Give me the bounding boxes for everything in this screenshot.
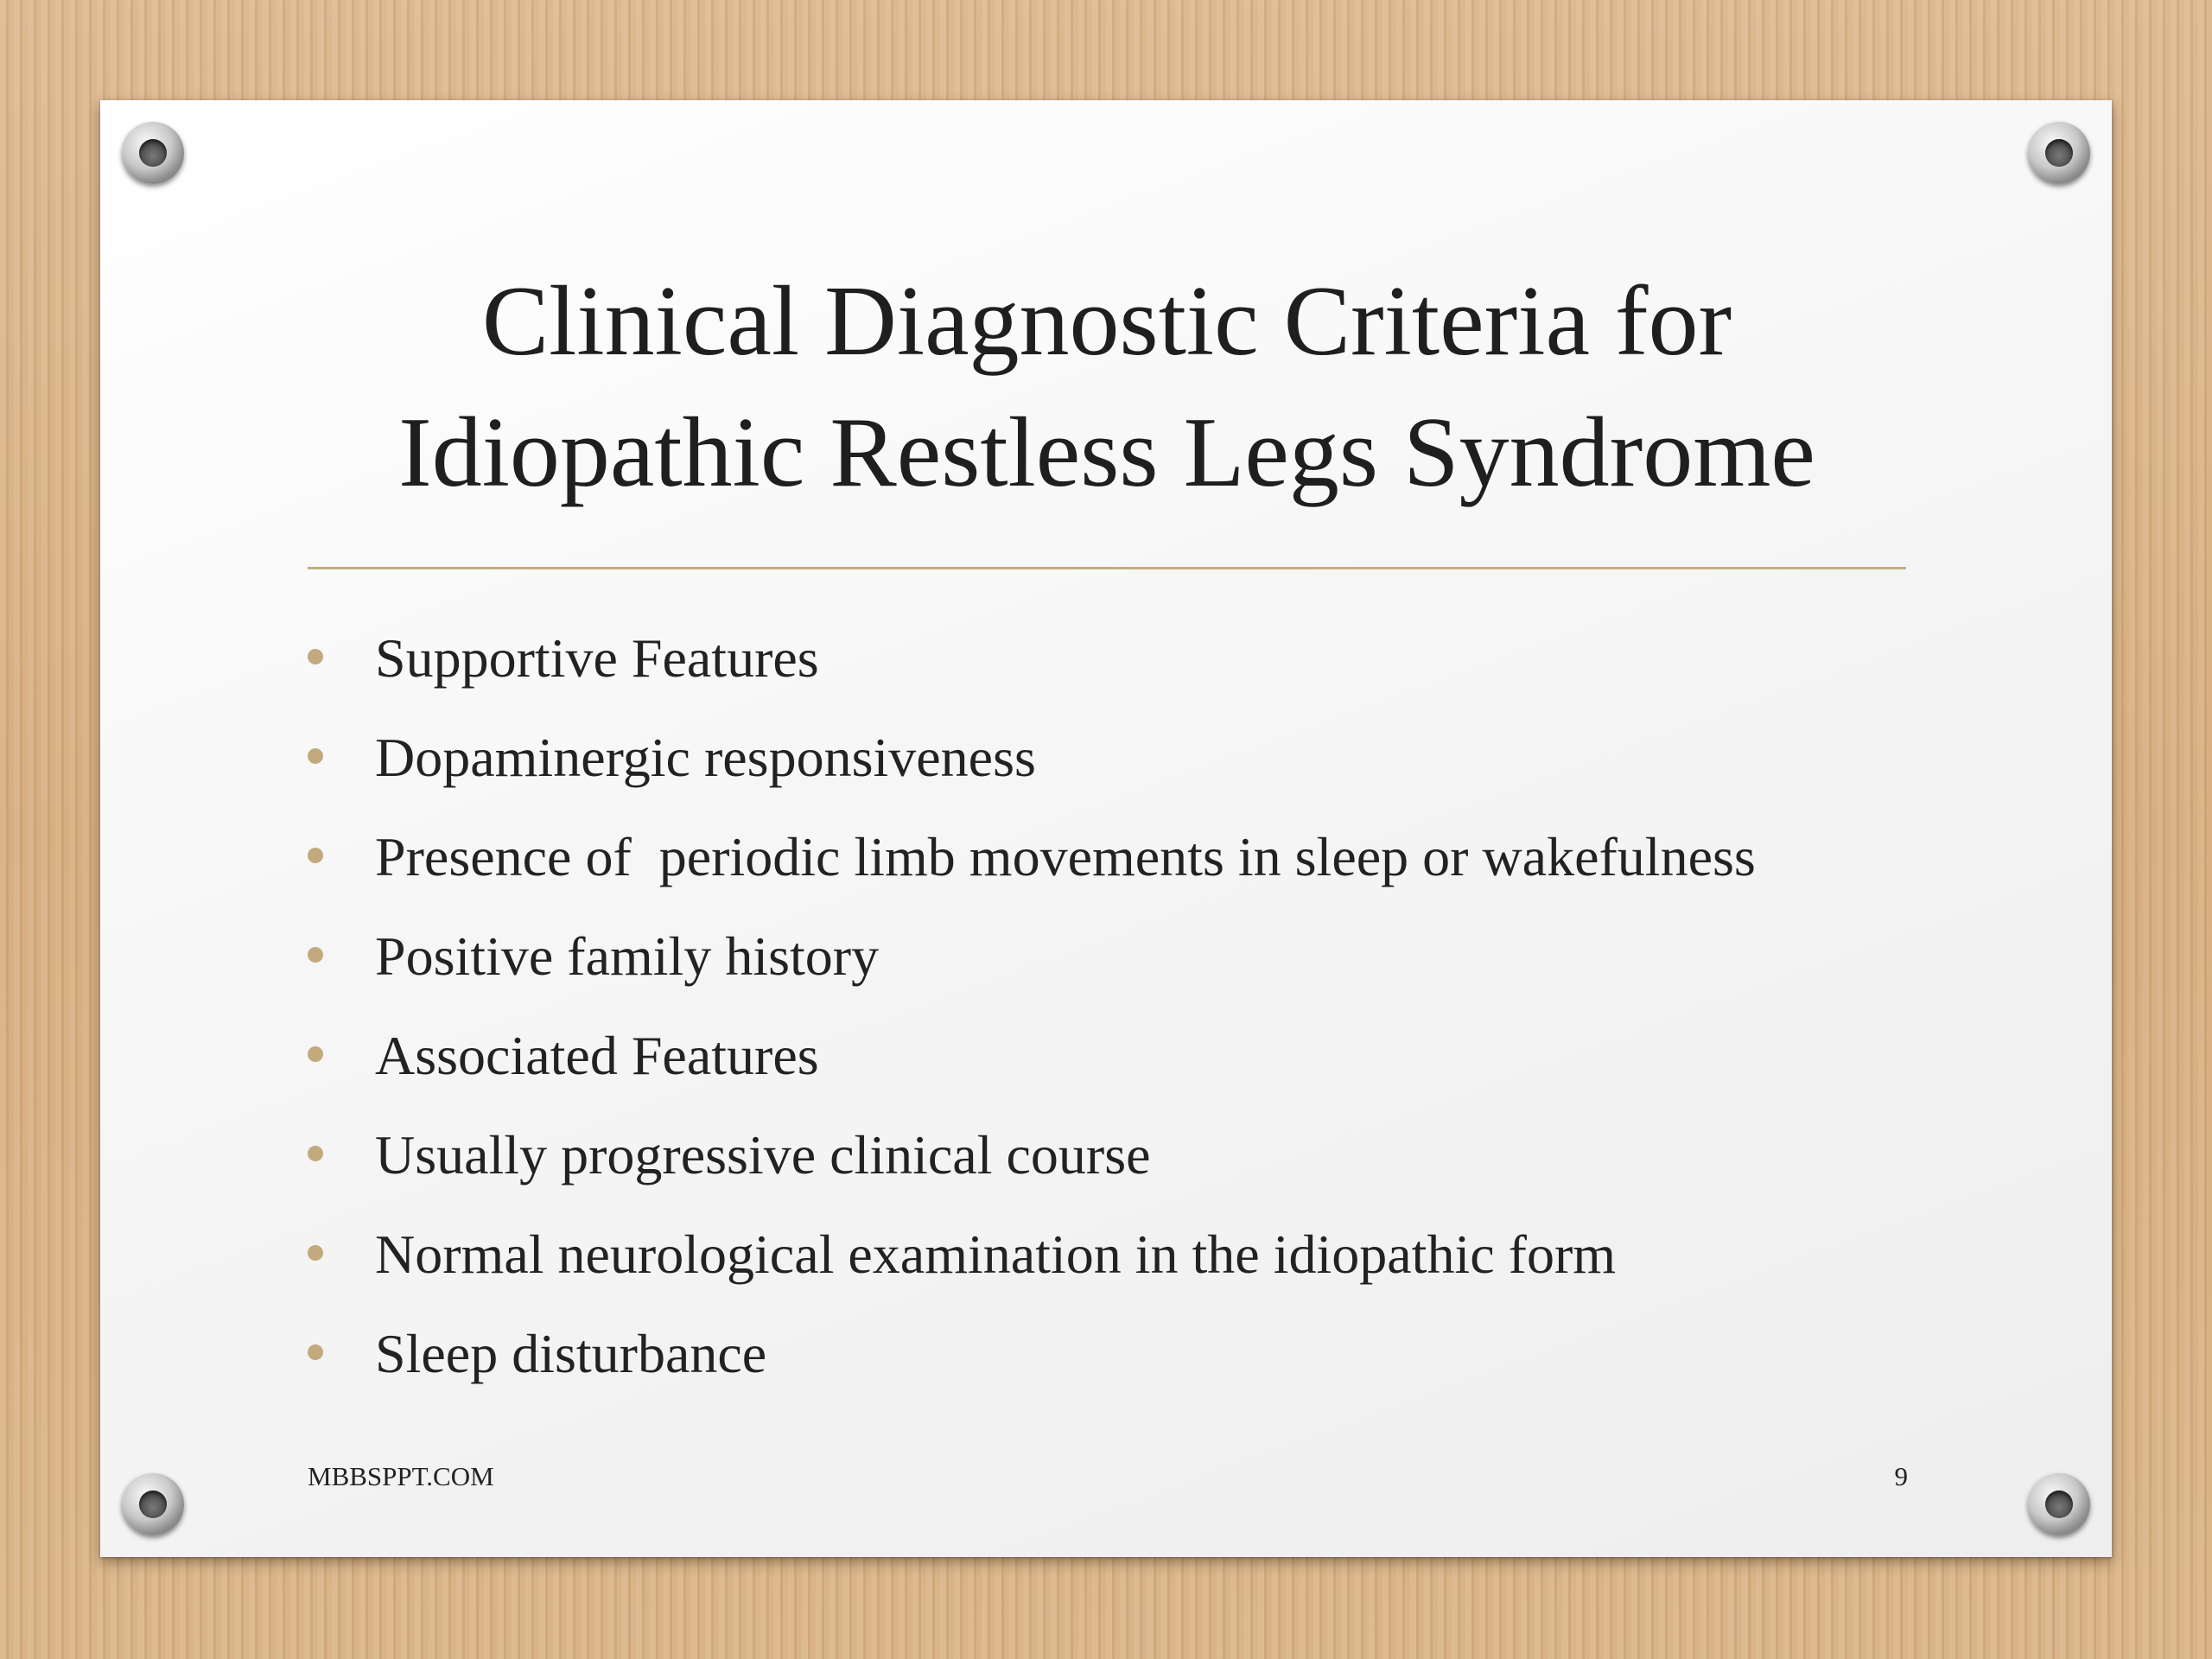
bullet-dot-icon [308,848,323,863]
bullet-dot-icon [308,649,323,664]
bullet-text: Supportive Features [375,627,819,689]
bullet-item [308,906,1932,1006]
slide-card [100,100,2112,1557]
bullet-text: Usually progressive clinical course [375,1124,1151,1185]
bullet-item [308,608,1932,708]
bullet-dot-icon [308,1146,323,1161]
footer-source: MBBSPPT.COM [308,1461,494,1491]
bullet-item [308,807,1932,906]
bullet-dot-icon [308,1245,323,1261]
slide-title [247,256,1967,518]
grommet-bottom-right-icon [2028,1473,2090,1535]
grommet-bottom-left-icon [122,1473,184,1535]
bullet-text: Positive family history [375,925,880,987]
bullet-item [308,708,1932,807]
bullet-text: Sleep disturbance [375,1323,767,1384]
bullet-dot-icon [308,748,323,764]
bullet-item [308,1304,1932,1403]
slide-title-line-1: Clinical Diagnostic Criteria for [481,266,1732,377]
bullet-text: Associated Features [375,1025,819,1086]
bullet-text: Presence of periodic limb movements in sleep or wakefulness [375,826,1756,887]
page-number: 9 [1894,1461,1908,1491]
grommet-top-right-icon [2028,122,2090,184]
bullet-item [308,1205,1932,1304]
bullet-dot-icon [308,1046,323,1062]
bullet-item [308,1006,1932,1105]
bullet-dot-icon [308,947,323,963]
bullet-item [308,1105,1932,1205]
bullet-list [308,608,1932,1403]
bullet-text: Normal neurological examination in the idiopathic form [375,1224,1617,1285]
bullet-dot-icon [308,1344,323,1360]
title-divider [308,567,1906,569]
slide-title-line-2: Idiopathic Restless Legs Syndrome [398,397,1815,508]
grommet-top-left-icon [122,122,184,184]
bullet-text: Dopaminergic responsiveness [375,727,1036,788]
